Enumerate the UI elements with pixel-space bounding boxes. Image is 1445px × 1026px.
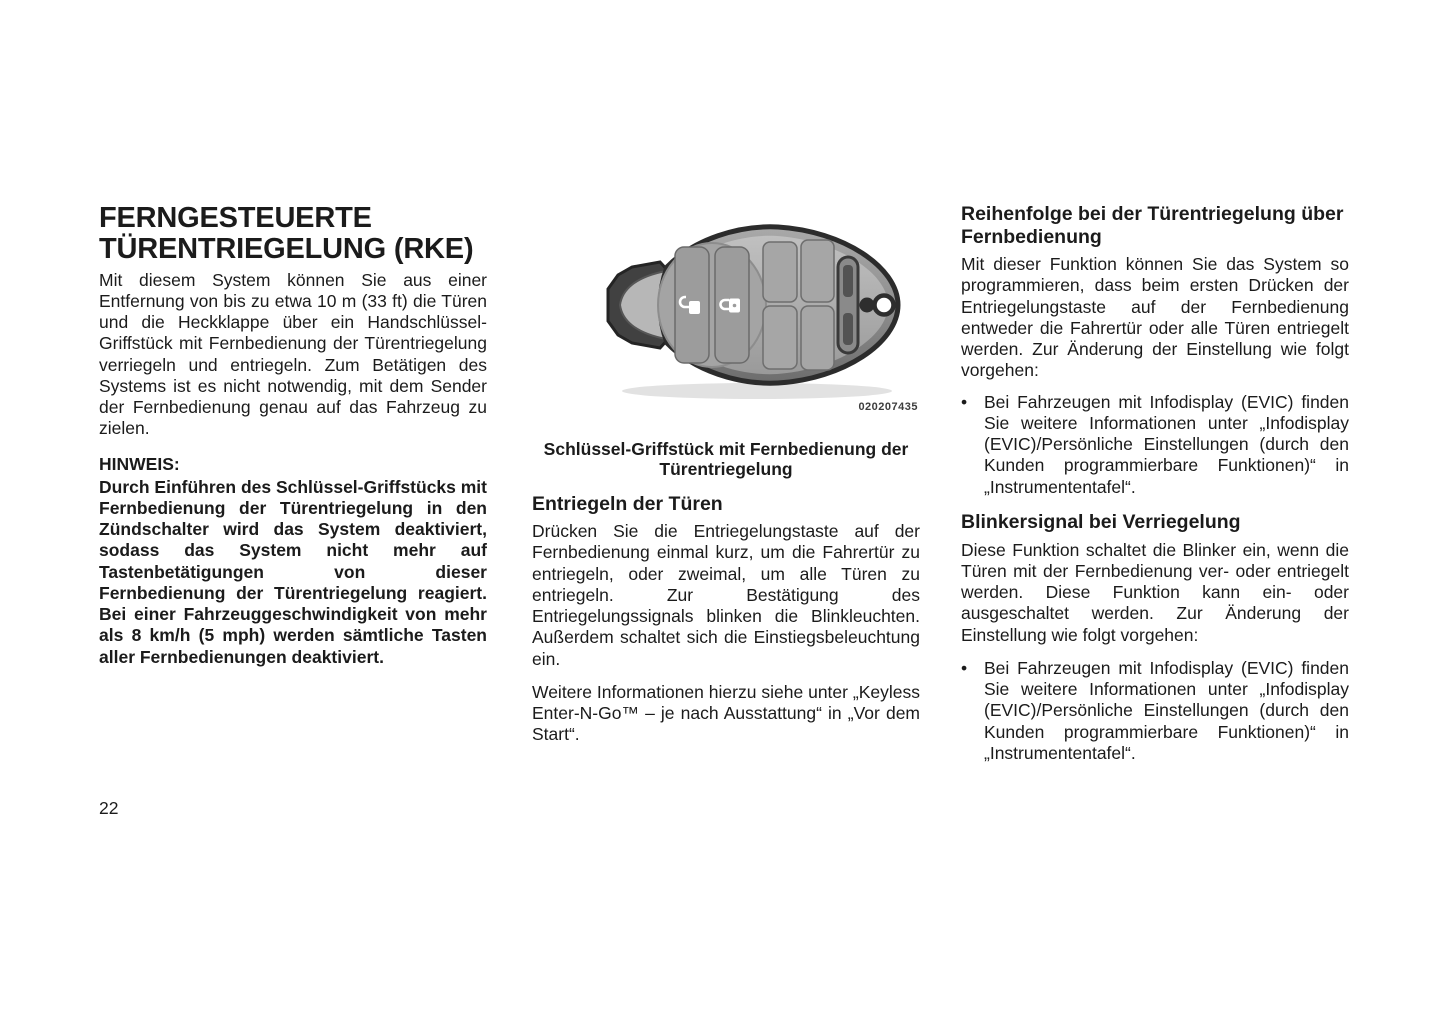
paragraph: Weitere Informationen hierzu siehe unter „Keyless Enter-N-Go™ – je nach Ausstattung“ in „Vor dem Start“. (532, 681, 920, 745)
key-fob-figure (532, 205, 920, 435)
section-heading-reihenfolge: Reihenfolge bei der Türentriegelung über Fernbedienung (961, 203, 1344, 248)
note-text: Durch Einführen des Schlüssel-Griffstücks mit Fernbedienung der Türentriegelung in den Zündschalter wird das System deaktiviert, sodass das System nicht mehr auf Tastenbetätigungen von dieser Fernbedienung der Türentriegelung reagiert. Bei einer Fahrzeuggeschwindigkeit von mehr als 8 km/h (5 mph) werden sämtliche Tasten aller Fernbedienungen deaktiviert. (99, 476, 487, 667)
figure-number: 020207435 (858, 401, 918, 413)
bullet-item (961, 392, 1349, 498)
paragraph: Diese Funktion schaltet die Blinker ein, wenn die Türen mit der Fernbedienung ver- oder entriegelt werden. Diese Funktion kann ein- oder ausgeschaltet werden. Zur Änderung der Einstellung wie folgt vorgehen: (961, 539, 1349, 645)
bullet-marker: • (961, 657, 968, 678)
right-column (961, 203, 1349, 764)
fob-shadow (622, 383, 892, 399)
left-column (99, 203, 487, 668)
paragraph: Mit dieser Funktion können Sie das System so programmieren, dass beim ersten Drücken der Entriegelungstaste auf der Fernbedienung entweder die Fahrertür oder alle Türen entriegelt werden. Zur Änderung der Einstellung wie folgt vorgehen: (961, 254, 1349, 381)
panic-button-slot-top (843, 265, 853, 297)
figure-caption: Schlüssel-Griffstück mit Fernbedienung der Türentriegelung (543, 439, 909, 480)
aux-button-top-left (763, 242, 797, 302)
bullet-item (961, 658, 1349, 764)
page-number: 22 (99, 798, 119, 818)
bullet-text: Bei Fahrzeugen mit Infodisplay (EVIC) finden Sie weitere Informationen unter „Infodisplay (EVIC)/Persönliche Einstellungen (durch den Kunden programmierbare Funktionen)“ in „Instrumententafel“. (984, 657, 1349, 763)
aux-button-bottom-right (801, 306, 834, 370)
paragraph: Drücken Sie die Entriegelungstaste auf der Fernbedienung einmal kurz, um die Fahrertür zu entriegeln, oder zweimal, um alle Türen zu entriegeln. Zur Bestätigung des Entriegelungssignals blinken die Blinkleuchten. Außerdem schaltet sich die Einstiegsbeleuchtung ein. (532, 521, 920, 669)
section-heading-entriegeln: Entriegeln der Türen (532, 492, 723, 515)
panic-button-slot-bottom (843, 313, 853, 345)
aux-button-top-right (801, 240, 834, 302)
middle-column (532, 205, 920, 746)
bullet-text: Bei Fahrzeugen mit Infodisplay (EVIC) finden Sie weitere Informationen unter „Infodisplay (EVIC)/Persönliche Einstellungen (durch den Kunden programmierbare Funktionen)“ in „Instrumententafel“. (984, 391, 1349, 497)
section-heading-blinkersignal: Blinkersignal bei Verriegelung (961, 510, 1241, 533)
key-fob-illustration (532, 205, 920, 405)
note-heading: HINWEIS: (99, 453, 180, 474)
bullet-marker: • (961, 391, 968, 412)
keyring-hole (875, 296, 894, 315)
page-title: FERNGESTEUERTE TÜRENTRIEGELUNG (RKE) (99, 202, 474, 266)
button-panel-highlight (658, 243, 766, 367)
intro-paragraph: Mit diesem System können Sie aus einer Entfernung von bis zu etwa 10 m (33 ft) die Türen und die Heckklappe über ein Handschlüssel-Griffstück mit Fernbedienung der Türentriegelung verriegeln und entriegeln. Zum Betätigen des Systems ist es nicht notwendig, mit dem Sender der Fernbedienung genau auf das Fahrzeug zu zielen. (99, 269, 487, 439)
aux-button-bottom-left (763, 306, 797, 369)
